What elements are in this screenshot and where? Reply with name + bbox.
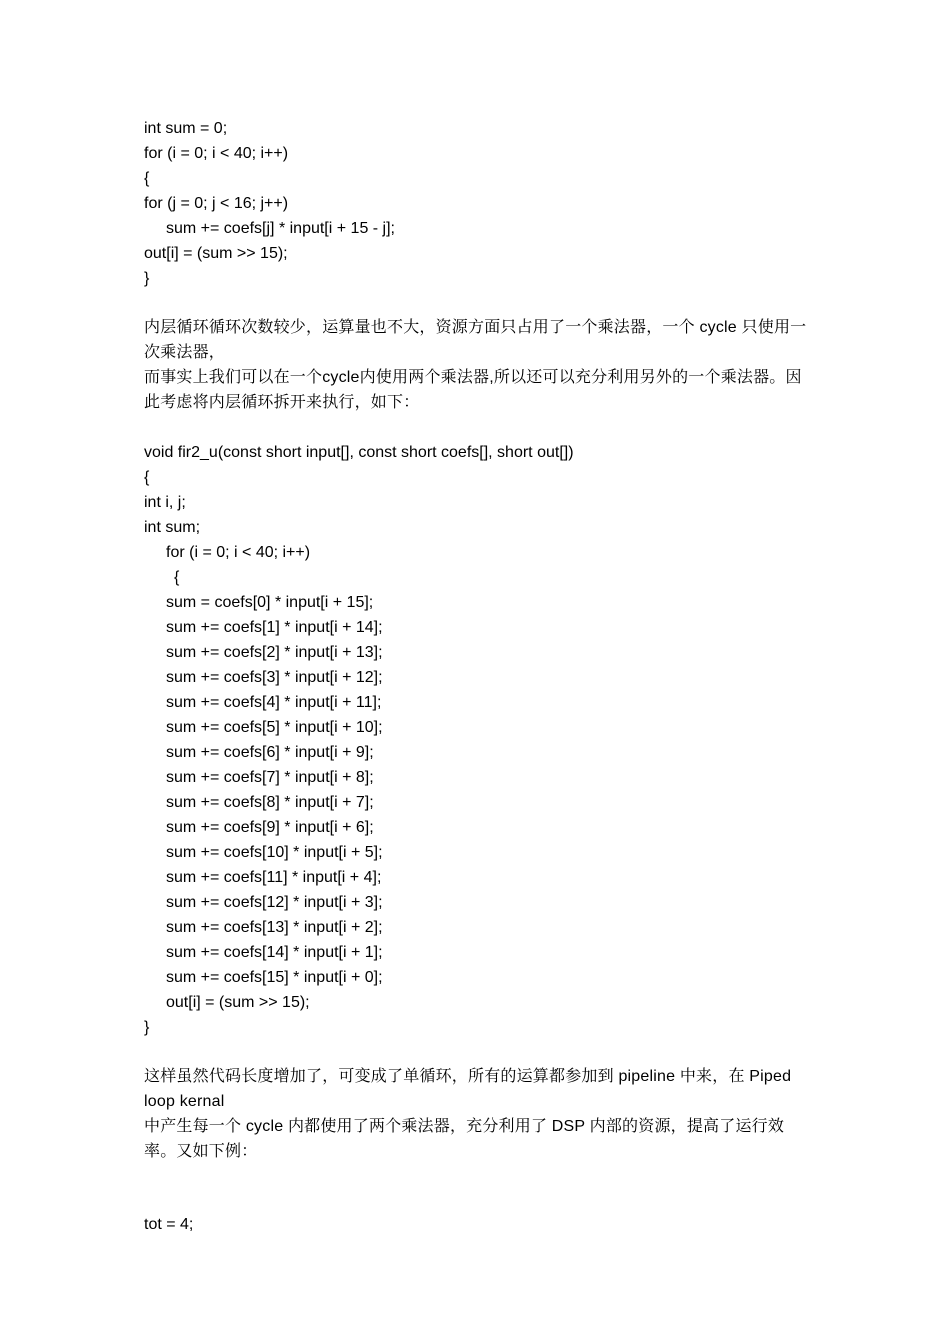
code-line: sum += coefs[5] * input[i + 10]; [166, 719, 383, 736]
paragraph-text: 这样虽然代码长度增加了，可变成了单循环，所有的运算都参加到 pipeline 中来，在 Piped loop kernal [144, 1068, 792, 1110]
code-line: tot = 4; [144, 1216, 194, 1233]
code-line: int i, j; [144, 494, 186, 511]
code-line: { [144, 469, 150, 486]
code-line: sum += coefs[14] * input[i + 1]; [166, 944, 383, 961]
code-line: { [144, 170, 150, 187]
code-line: sum += coefs[4] * input[i + 11]; [166, 694, 382, 711]
code-line: sum += coefs[8] * input[i + 7]; [166, 794, 374, 811]
code-line: sum = coefs[0] * input[i + 15]; [166, 594, 374, 611]
paragraph-1 [144, 315, 814, 415]
code-line: sum += coefs[1] * input[i + 14]; [166, 619, 383, 636]
code-line: { [174, 569, 180, 586]
code-line: for (i = 0; i < 40; i++) [166, 544, 311, 561]
paragraph-text: 中产生每一个 cycle 内都使用了两个乘法器，充分利用了 DSP 内部的资源，提高了运行效率。又如下例： [144, 1118, 785, 1160]
paragraph-text: 而事实上我们可以在一个cycle内使用两个乘法器,所以还可以充分利用另外的一个乘法器。因此考虑将内层循环拆开来执行，如下： [144, 369, 802, 411]
code-line: out[i] = (sum >> 15); [166, 994, 310, 1011]
code-block-1 [144, 116, 814, 291]
code-line: } [144, 270, 150, 287]
code-line: sum += coefs[6] * input[i + 9]; [166, 744, 374, 761]
code-line: void fir2_u(const short input[], const short coefs[], short out[]) [144, 444, 574, 461]
code-line: sum += coefs[12] * input[i + 3]; [166, 894, 383, 911]
code-line: for (i = 0; i < 40; i++) [144, 145, 289, 162]
code-line: } [144, 1019, 150, 1036]
code-line: sum += coefs[15] * input[i + 0]; [166, 969, 383, 986]
code-block-3 [144, 1212, 814, 1237]
code-line: out[i] = (sum >> 15); [144, 245, 288, 262]
code-line: sum += coefs[9] * input[i + 6]; [166, 819, 374, 836]
code-line: sum += coefs[13] * input[i + 2]; [166, 919, 383, 936]
paragraph-text: 内层循环循环次数较少，运算量也不大，资源方面只占用了一个乘法器，一个 cycle 只使用一次乘法器， [144, 319, 807, 361]
code-line: sum += coefs[2] * input[i + 13]; [166, 644, 383, 661]
code-line: int sum; [144, 519, 201, 536]
code-line: sum += coefs[7] * input[i + 8]; [166, 769, 374, 786]
code-line: sum += coefs[3] * input[i + 12]; [166, 669, 383, 686]
document-page [144, 116, 814, 1237]
paragraph-2 [144, 1064, 814, 1164]
code-line: sum += coefs[j] * input[i + 15 - j]; [166, 220, 395, 237]
code-line: int sum = 0; [144, 120, 228, 137]
code-line: for (j = 0; j < 16; j++) [144, 195, 289, 212]
code-line: sum += coefs[10] * input[i + 5]; [166, 844, 383, 861]
code-line: sum += coefs[11] * input[i + 4]; [166, 869, 382, 886]
code-block-2 [144, 440, 814, 1040]
